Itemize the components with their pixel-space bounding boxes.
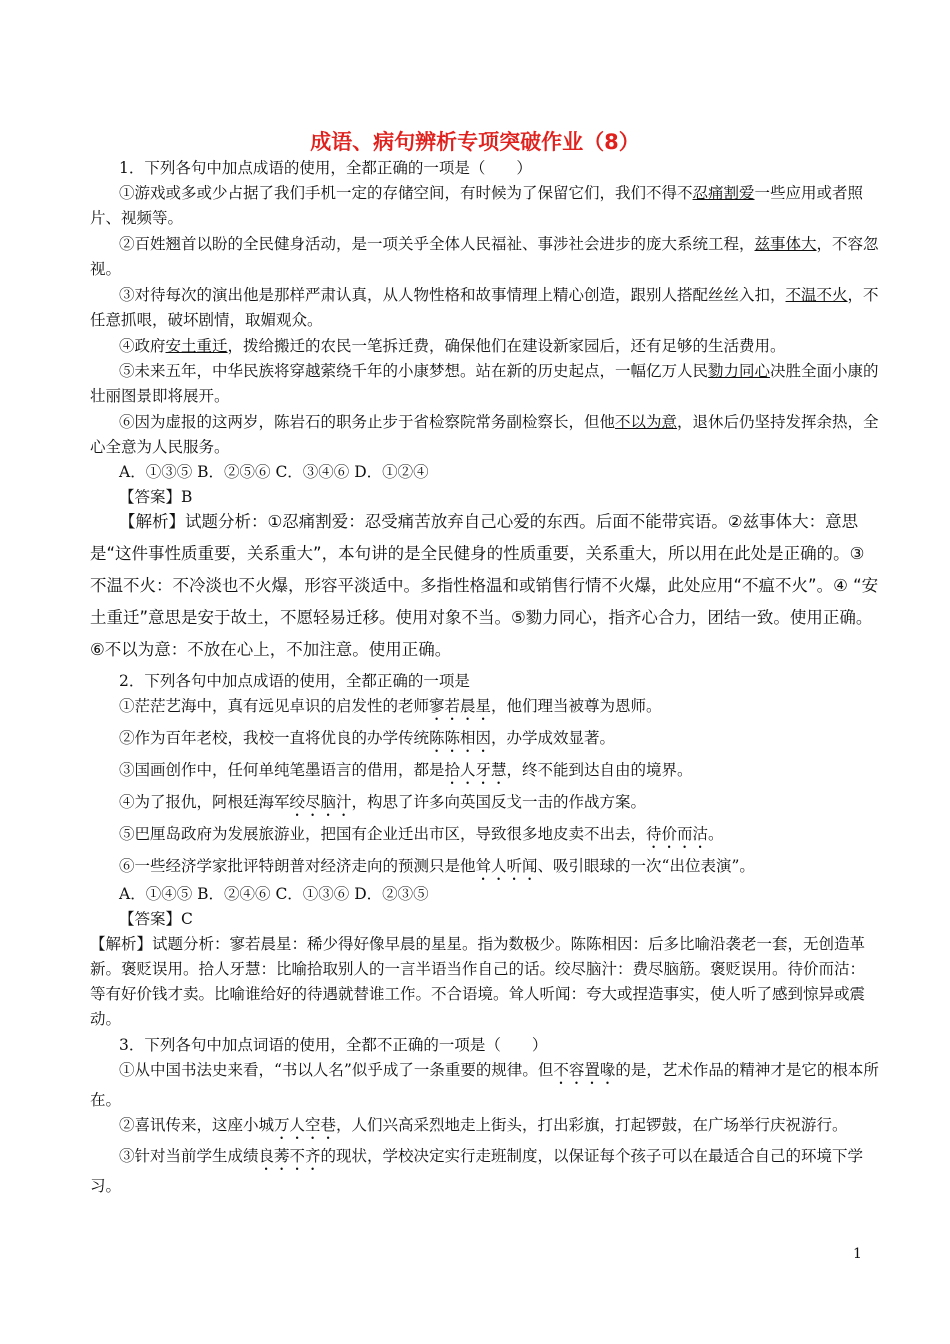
q1-sentence-4: ④政府安土重迁，拨给搬迁的农民一笔拆迁费，确保他们在建设新家园后，还有足够的生活费用。 bbox=[119, 337, 786, 355]
q1-stem: 1．下列各句中加点成语的使用，全都正确的一项是（ ） bbox=[119, 159, 532, 177]
idiom: 待价而沽 bbox=[646, 825, 709, 843]
idiom: 不以为意 bbox=[615, 413, 678, 431]
q2-sentence-4: ④为了报仇，阿根廷海军绞尽脑汁，构思了许多向英国反戈一击的作战方案。 bbox=[119, 793, 647, 811]
q2-analysis: 【解析】试题分析：寥若晨星：稀少得好像早晨的星星。指为数极少。陈陈相因：后多比喻沿袭老一套，无创造革新。褒贬误用。拾人牙慧：比喻拾取别人的一言半语当作自己的话。绞尽脑汁：费尽脑筋。褒贬误用。待价而沽：等有好价钱才卖。比喻谁给好的待遇就替谁工作。不合语境。耸人听闻：夸大或捏造事实，使人听了感到惊异或震动。 bbox=[90, 935, 866, 1028]
idiom: 安土重迁 bbox=[165, 337, 228, 355]
idiom: 不温不火 bbox=[785, 286, 848, 304]
q1-sentence-3: ③对待每次的演出他是那样严肃认真，从人物性格和故事情理上精心创造，跟别人搭配丝丝入扣，不温不火，不任意抓哏，破坏剧情，取媚观众。 bbox=[90, 286, 879, 329]
q1-sentence-2: ②百姓翘首以盼的全民健身活动，是一项关乎全体人民福祉、事涉社会进步的庞大系统工程，兹事体大，不容忽视。 bbox=[90, 235, 879, 278]
q1-analysis: 【解析】试题分析：①忍痛割爱：忍受痛苦放弃自己心爱的东西。后面不能带宾语。②兹事体大：意思是“这件事性质重要，关系重大”，本句讲的是全民健身的性质重要，关系重大，所以用在此处是正确的。③不温不火：不冷淡也不火爆，形容平淡适中。多指性格温和或销售行情不火爆，此处应用“不瘟不火”。④ “安土重迁”意思是安于故土，不愿轻易迁移。使用对象不当。⑤勠力同心，指齐心合力，团结一致。使用正确。⑥不以为意：不放在心上，不加注意。使用正确。 bbox=[90, 512, 879, 659]
q3-sentence-1: ①从中国书法史来看，“书以人名”似乎成了一条重要的规律。但不容置喙的是，艺术作品的精神才是它的根本所在。 bbox=[90, 1061, 879, 1109]
q1-sentence-5: ⑤未来五年，中华民族将穿越萦绕千年的小康梦想。站在新的历史起点，一幅亿万人民勠力同心决胜全面小康的壮丽图景即将展开。 bbox=[90, 362, 879, 405]
q2-sentence-1: ①茫茫艺海中，真有远见卓识的启发性的老师寥若晨星，他们理当被尊为恩师。 bbox=[119, 697, 662, 715]
idiom: 绞尽脑汁 bbox=[289, 793, 352, 811]
q2-stem: 2．下列各句中加点成语的使用，全都正确的一项是 bbox=[119, 672, 470, 690]
q1-sentence-6: ⑥因为虚报的这两岁，陈岩石的职务止步于省检察院常务副检察长，但他不以为意，退休后仍坚持发挥余热，全心全意为人民服务。 bbox=[90, 413, 879, 456]
q2-answer: 【答案】C bbox=[119, 910, 193, 928]
idiom: 良莠不齐 bbox=[258, 1147, 321, 1165]
idiom: 勠力同心 bbox=[708, 362, 771, 380]
q1-sentence-1: ①游戏或多或少占据了我们手机一定的存储空间，有时候为了保留它们，我们不得不忍痛割爱一些应用或者照片、视频等。 bbox=[90, 184, 864, 227]
q3-stem: 3．下列各句中加点词语的使用，全都不正确的一项是（ ） bbox=[119, 1036, 548, 1054]
q2-sentence-2: ②作为百年老校，我校一直将优良的办学传统陈陈相因，办学成效显著。 bbox=[119, 729, 616, 747]
q2-sentence-6: ⑥一些经济学家批评特朗普对经济走向的预测只是他耸人听闻、吸引眼球的一次“出位表演”。 bbox=[119, 857, 755, 875]
idiom: 不容置喙 bbox=[553, 1061, 616, 1079]
idiom: 寥若晨星 bbox=[429, 697, 492, 715]
idiom: 万人空巷 bbox=[274, 1116, 337, 1134]
idiom: 忍痛割爱 bbox=[692, 184, 755, 202]
q3-sentence-2: ②喜讯传来，这座小城万人空巷，人们兴高采烈地走上街头，打出彩旗，打起锣鼓，在广场举行庆祝游行。 bbox=[119, 1116, 848, 1134]
page-title: 成语、病句辨析专项突破作业（8） bbox=[310, 130, 640, 154]
page-number: 1 bbox=[853, 1246, 862, 1262]
q2-sentence-5: ⑤巴厘岛政府为发展旅游业，把国有企业迁出市区，导致很多地皮卖不出去，待价而沽。 bbox=[119, 825, 724, 843]
q3-sentence-3: ③针对当前学生成绩良莠不齐的现状，学校决定实行走班制度，以保证每个孩子可以在最适合自己的环境下学习。 bbox=[90, 1147, 864, 1195]
q2-options: A．①④⑤ B．②④⑥ C．①③⑥ D．②③⑤ bbox=[119, 885, 429, 903]
idiom: 拾人牙慧 bbox=[444, 761, 507, 779]
idiom: 陈陈相因 bbox=[429, 729, 492, 747]
idiom: 兹事体大 bbox=[754, 235, 817, 253]
idiom: 耸人听闻 bbox=[475, 857, 538, 875]
q1-answer: 【答案】B bbox=[119, 488, 193, 506]
q2-sentence-3: ③国画创作中，任何单纯笔墨语言的借用，都是拾人牙慧，终不能到达自由的境界。 bbox=[119, 761, 693, 779]
q1-options: A．①③⑤ B．②⑤⑥ C．③④⑥ D．①②④ bbox=[119, 463, 429, 481]
